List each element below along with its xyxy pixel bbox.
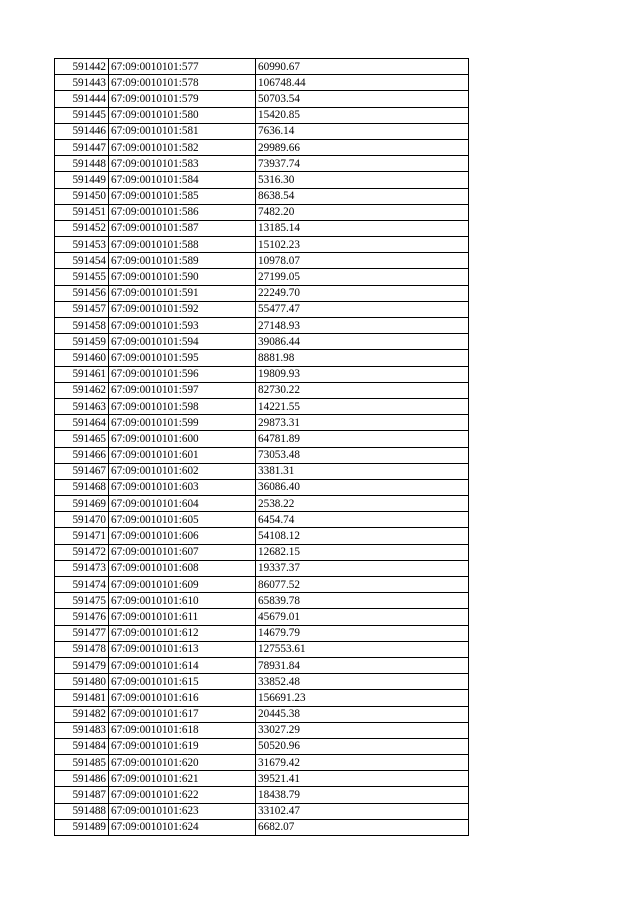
table-row <box>55 269 469 285</box>
cadastral-number-cell: 67:09:0010101:597 <box>109 382 256 398</box>
row-id-cell: 591459 <box>55 334 109 350</box>
cadastral-number-cell: 67:09:0010101:600 <box>109 431 256 447</box>
table-row <box>55 334 469 350</box>
cadastral-number-cell: 67:09:0010101:617 <box>109 706 256 722</box>
table-row <box>55 657 469 673</box>
cadastral-number-cell: 67:09:0010101:579 <box>109 91 256 107</box>
value-cell: 65839.78 <box>256 593 469 609</box>
cadastral-number-cell: 67:09:0010101:590 <box>109 269 256 285</box>
cadastral-number-cell: 67:09:0010101:605 <box>109 512 256 528</box>
value-cell: 60990.67 <box>256 59 469 75</box>
row-id-cell: 591452 <box>55 220 109 236</box>
row-id-cell: 591479 <box>55 657 109 673</box>
table-row <box>55 771 469 787</box>
row-id-cell: 591471 <box>55 528 109 544</box>
table-row <box>55 301 469 317</box>
table-row <box>55 237 469 253</box>
cadastral-value-table <box>54 58 469 836</box>
value-cell: 22249.70 <box>256 285 469 301</box>
table-row <box>55 156 469 172</box>
cadastral-number-cell: 67:09:0010101:587 <box>109 220 256 236</box>
row-id-cell: 591465 <box>55 431 109 447</box>
row-id-cell: 591473 <box>55 560 109 576</box>
table-row <box>55 431 469 447</box>
value-cell: 39086.44 <box>256 334 469 350</box>
value-cell: 86077.52 <box>256 577 469 593</box>
cadastral-number-cell: 67:09:0010101:594 <box>109 334 256 350</box>
cadastral-number-cell: 67:09:0010101:603 <box>109 479 256 495</box>
row-id-cell: 591449 <box>55 172 109 188</box>
value-cell: 5316.30 <box>256 172 469 188</box>
table-row <box>55 625 469 641</box>
row-id-cell: 591456 <box>55 285 109 301</box>
value-cell: 36086.40 <box>256 479 469 495</box>
row-id-cell: 591457 <box>55 301 109 317</box>
value-cell: 13185.14 <box>256 220 469 236</box>
row-id-cell: 591464 <box>55 415 109 431</box>
cadastral-number-cell: 67:09:0010101:624 <box>109 819 256 835</box>
value-cell: 33102.47 <box>256 803 469 819</box>
row-id-cell: 591462 <box>55 382 109 398</box>
cadastral-number-cell: 67:09:0010101:623 <box>109 803 256 819</box>
table-row <box>55 479 469 495</box>
row-id-cell: 591485 <box>55 755 109 771</box>
value-cell: 3381.31 <box>256 463 469 479</box>
value-cell: 6682.07 <box>256 819 469 835</box>
row-id-cell: 591477 <box>55 625 109 641</box>
table-row <box>55 204 469 220</box>
row-id-cell: 591484 <box>55 738 109 754</box>
table-row <box>55 706 469 722</box>
table-row <box>55 107 469 123</box>
table-row <box>55 755 469 771</box>
table-row <box>55 366 469 382</box>
cadastral-number-cell: 67:09:0010101:589 <box>109 253 256 269</box>
cadastral-number-cell: 67:09:0010101:619 <box>109 738 256 754</box>
cadastral-number-cell: 67:09:0010101:620 <box>109 755 256 771</box>
row-id-cell: 591444 <box>55 91 109 107</box>
row-id-cell: 591480 <box>55 674 109 690</box>
row-id-cell: 591448 <box>55 156 109 172</box>
cadastral-number-cell: 67:09:0010101:614 <box>109 657 256 673</box>
table-row <box>55 285 469 301</box>
row-id-cell: 591487 <box>55 787 109 803</box>
value-cell: 29873.31 <box>256 415 469 431</box>
value-cell: 6454.74 <box>256 512 469 528</box>
cadastral-number-cell: 67:09:0010101:580 <box>109 107 256 123</box>
table-row <box>55 415 469 431</box>
value-cell: 19337.37 <box>256 560 469 576</box>
table-row <box>55 560 469 576</box>
row-id-cell: 591472 <box>55 544 109 560</box>
value-cell: 54108.12 <box>256 528 469 544</box>
cadastral-number-cell: 67:09:0010101:598 <box>109 398 256 414</box>
cadastral-number-cell: 67:09:0010101:578 <box>109 75 256 91</box>
cadastral-number-cell: 67:09:0010101:618 <box>109 722 256 738</box>
table-row <box>55 803 469 819</box>
value-cell: 14221.55 <box>256 398 469 414</box>
row-id-cell: 591488 <box>55 803 109 819</box>
value-cell: 8638.54 <box>256 188 469 204</box>
table-row <box>55 787 469 803</box>
cadastral-number-cell: 67:09:0010101:604 <box>109 496 256 512</box>
row-id-cell: 591458 <box>55 318 109 334</box>
table-row <box>55 512 469 528</box>
value-cell: 27199.05 <box>256 269 469 285</box>
value-cell: 10978.07 <box>256 253 469 269</box>
cadastral-number-cell: 67:09:0010101:610 <box>109 593 256 609</box>
cadastral-number-cell: 67:09:0010101:611 <box>109 609 256 625</box>
cadastral-number-cell: 67:09:0010101:612 <box>109 625 256 641</box>
cadastral-number-cell: 67:09:0010101:582 <box>109 139 256 155</box>
value-cell: 19809.93 <box>256 366 469 382</box>
row-id-cell: 591447 <box>55 139 109 155</box>
value-cell: 39521.41 <box>256 771 469 787</box>
cadastral-number-cell: 67:09:0010101:581 <box>109 123 256 139</box>
table-row <box>55 544 469 560</box>
row-id-cell: 591454 <box>55 253 109 269</box>
row-id-cell: 591443 <box>55 75 109 91</box>
cadastral-number-cell: 67:09:0010101:606 <box>109 528 256 544</box>
cadastral-number-cell: 67:09:0010101:586 <box>109 204 256 220</box>
table-row <box>55 641 469 657</box>
table-body <box>55 59 469 836</box>
row-id-cell: 591450 <box>55 188 109 204</box>
value-cell: 64781.89 <box>256 431 469 447</box>
value-cell: 31679.42 <box>256 755 469 771</box>
table-row <box>55 318 469 334</box>
cadastral-number-cell: 67:09:0010101:596 <box>109 366 256 382</box>
value-cell: 78931.84 <box>256 657 469 673</box>
value-cell: 12682.15 <box>256 544 469 560</box>
value-cell: 2538.22 <box>256 496 469 512</box>
cadastral-number-cell: 67:09:0010101:609 <box>109 577 256 593</box>
row-id-cell: 591461 <box>55 366 109 382</box>
table-row <box>55 350 469 366</box>
row-id-cell: 591481 <box>55 690 109 706</box>
value-cell: 127553.61 <box>256 641 469 657</box>
cadastral-number-cell: 67:09:0010101:613 <box>109 641 256 657</box>
row-id-cell: 591455 <box>55 269 109 285</box>
cadastral-number-cell: 67:09:0010101:607 <box>109 544 256 560</box>
row-id-cell: 591453 <box>55 237 109 253</box>
cadastral-number-cell: 67:09:0010101:601 <box>109 447 256 463</box>
cadastral-number-cell: 67:09:0010101:584 <box>109 172 256 188</box>
document-page <box>54 58 469 836</box>
row-id-cell: 591474 <box>55 577 109 593</box>
cadastral-number-cell: 67:09:0010101:583 <box>109 156 256 172</box>
table-row <box>55 674 469 690</box>
value-cell: 29989.66 <box>256 139 469 155</box>
value-cell: 33852.48 <box>256 674 469 690</box>
value-cell: 8881.98 <box>256 350 469 366</box>
table-row <box>55 528 469 544</box>
value-cell: 55477.47 <box>256 301 469 317</box>
table-row <box>55 738 469 754</box>
table-row <box>55 722 469 738</box>
cadastral-number-cell: 67:09:0010101:621 <box>109 771 256 787</box>
cadastral-number-cell: 67:09:0010101:608 <box>109 560 256 576</box>
row-id-cell: 591445 <box>55 107 109 123</box>
value-cell: 73053.48 <box>256 447 469 463</box>
cadastral-number-cell: 67:09:0010101:592 <box>109 301 256 317</box>
row-id-cell: 591478 <box>55 641 109 657</box>
table-row <box>55 609 469 625</box>
row-id-cell: 591476 <box>55 609 109 625</box>
value-cell: 14679.79 <box>256 625 469 641</box>
row-id-cell: 591451 <box>55 204 109 220</box>
row-id-cell: 591467 <box>55 463 109 479</box>
table-row <box>55 593 469 609</box>
cadastral-number-cell: 67:09:0010101:602 <box>109 463 256 479</box>
row-id-cell: 591482 <box>55 706 109 722</box>
table-row <box>55 59 469 75</box>
value-cell: 82730.22 <box>256 382 469 398</box>
value-cell: 50703.54 <box>256 91 469 107</box>
row-id-cell: 591469 <box>55 496 109 512</box>
table-row <box>55 463 469 479</box>
value-cell: 27148.93 <box>256 318 469 334</box>
cadastral-number-cell: 67:09:0010101:615 <box>109 674 256 690</box>
cadastral-number-cell: 67:09:0010101:622 <box>109 787 256 803</box>
table-row <box>55 91 469 107</box>
table-row <box>55 819 469 835</box>
value-cell: 15102.23 <box>256 237 469 253</box>
row-id-cell: 591460 <box>55 350 109 366</box>
value-cell: 106748.44 <box>256 75 469 91</box>
table-row <box>55 382 469 398</box>
value-cell: 15420.85 <box>256 107 469 123</box>
table-row <box>55 123 469 139</box>
value-cell: 20445.38 <box>256 706 469 722</box>
cadastral-number-cell: 67:09:0010101:577 <box>109 59 256 75</box>
value-cell: 7636.14 <box>256 123 469 139</box>
row-id-cell: 591466 <box>55 447 109 463</box>
cadastral-number-cell: 67:09:0010101:588 <box>109 237 256 253</box>
table-row <box>55 188 469 204</box>
cadastral-number-cell: 67:09:0010101:593 <box>109 318 256 334</box>
value-cell: 33027.29 <box>256 722 469 738</box>
cadastral-number-cell: 67:09:0010101:616 <box>109 690 256 706</box>
table-row <box>55 220 469 236</box>
cadastral-number-cell: 67:09:0010101:595 <box>109 350 256 366</box>
table-row <box>55 139 469 155</box>
table-row <box>55 172 469 188</box>
row-id-cell: 591483 <box>55 722 109 738</box>
cadastral-number-cell: 67:09:0010101:585 <box>109 188 256 204</box>
table-row <box>55 75 469 91</box>
value-cell: 18438.79 <box>256 787 469 803</box>
cadastral-number-cell: 67:09:0010101:591 <box>109 285 256 301</box>
value-cell: 73937.74 <box>256 156 469 172</box>
cadastral-number-cell: 67:09:0010101:599 <box>109 415 256 431</box>
table-row <box>55 447 469 463</box>
value-cell: 7482.20 <box>256 204 469 220</box>
table-row <box>55 496 469 512</box>
value-cell: 50520.96 <box>256 738 469 754</box>
table-row <box>55 398 469 414</box>
row-id-cell: 591486 <box>55 771 109 787</box>
table-row <box>55 253 469 269</box>
row-id-cell: 591446 <box>55 123 109 139</box>
row-id-cell: 591489 <box>55 819 109 835</box>
value-cell: 156691.23 <box>256 690 469 706</box>
value-cell: 45679.01 <box>256 609 469 625</box>
row-id-cell: 591475 <box>55 593 109 609</box>
row-id-cell: 591468 <box>55 479 109 495</box>
row-id-cell: 591463 <box>55 398 109 414</box>
row-id-cell: 591442 <box>55 59 109 75</box>
table-row <box>55 577 469 593</box>
row-id-cell: 591470 <box>55 512 109 528</box>
table-row <box>55 690 469 706</box>
